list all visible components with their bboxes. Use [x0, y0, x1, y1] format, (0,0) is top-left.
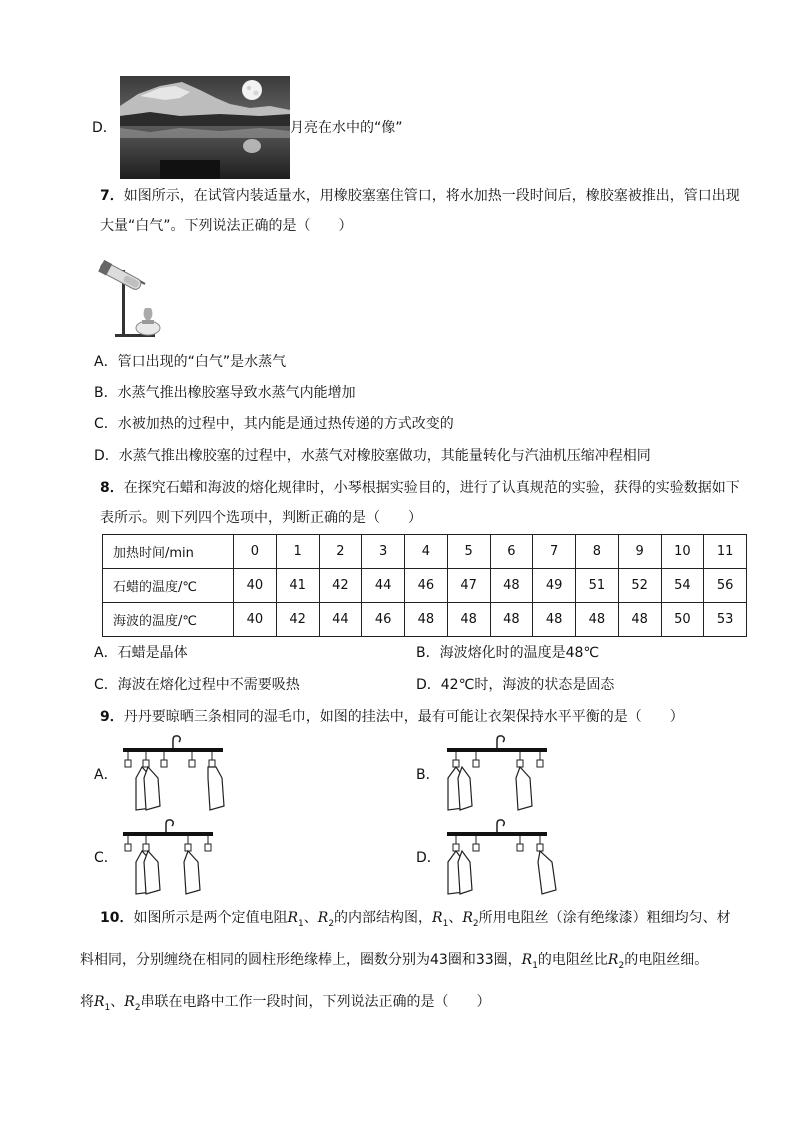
table-cell: 48	[490, 569, 533, 603]
subscript: 2	[472, 918, 479, 929]
table-cell: 54	[661, 569, 704, 603]
q10-text: 串联在电路中工作一段时间，下列说法正确的是（ ）	[140, 994, 491, 1010]
q10-line2	[80, 950, 708, 976]
table-cell: 47	[447, 569, 490, 603]
table-cell: 48	[576, 603, 619, 637]
q8-option-a: A．石蜡是晶体	[94, 645, 188, 661]
separator: 、	[303, 910, 318, 926]
table-cell: 40	[234, 569, 277, 603]
table-cell: 52	[618, 569, 661, 603]
r-symbol: R	[287, 910, 299, 926]
q7-number: 7．	[100, 188, 124, 204]
q6-option-d-label: D．	[92, 120, 117, 136]
r-symbol: R	[94, 994, 105, 1010]
table-cell: 51	[576, 569, 619, 603]
separator: 、	[110, 994, 125, 1010]
table-cell: 48	[490, 603, 533, 637]
table-cell: 46	[405, 569, 448, 603]
q10-text: 的电阻丝细。	[624, 952, 709, 968]
table-cell: 0	[234, 535, 277, 569]
q8-option-b: B．海波熔化时的温度是48℃	[416, 645, 600, 661]
subscript: 1	[532, 960, 538, 971]
q8-stem-line1	[100, 478, 740, 498]
table-cell: 7	[533, 535, 576, 569]
q10-text: 所用电阻丝（涂有绝缘漆）粗细均匀、材	[478, 910, 731, 926]
hanger-a-diagram	[118, 734, 228, 814]
table-cell: 42	[319, 569, 362, 603]
table-row	[103, 603, 747, 637]
q8-stem-line2: 表所示。则下列四个选项中，判断正确的是（ ）	[100, 510, 422, 526]
table-cell: 50	[661, 603, 704, 637]
table-cell: 44	[319, 603, 362, 637]
table-cell: 加热时间/min	[103, 535, 234, 569]
q7-stem-line2: 大量“白气”。下列说法正确的是（ ）	[100, 218, 353, 234]
subscript: 2	[134, 1002, 141, 1013]
table-cell: 10	[661, 535, 704, 569]
table-cell: 1	[276, 535, 319, 569]
table-cell: 48	[533, 603, 576, 637]
table-cell: 11	[704, 535, 747, 569]
r-symbol: R	[607, 952, 619, 968]
subscript: 1	[442, 918, 449, 929]
hanger-b-diagram	[442, 734, 552, 814]
subscript: 2	[618, 960, 625, 971]
subscript: 1	[104, 1002, 111, 1013]
q10-text: 的内部结构图，	[334, 910, 433, 926]
table-cell: 46	[362, 603, 405, 637]
table-row	[103, 535, 747, 569]
q8-option-c: C．海波在熔化过程中不需要吸热	[94, 677, 300, 693]
q7-option-d: D．水蒸气推出橡胶塞的过程中，水蒸气对橡胶塞做功，其能量转化与汽油机压缩冲程相同	[94, 448, 651, 464]
table-cell: 42	[276, 603, 319, 637]
q10-line3	[80, 992, 491, 1018]
q7-option-c: C．水被加热的过程中，其内能是通过热传递的方式改变的	[94, 416, 454, 432]
table-cell: 5	[447, 535, 490, 569]
table-cell: 海波的温度/℃	[103, 603, 234, 637]
q10-line1	[100, 908, 731, 934]
hanger-d-diagram	[442, 818, 562, 898]
test-tube-heating-diagram	[93, 250, 163, 338]
r-symbol: R	[317, 910, 329, 926]
q7-option-b: B．水蒸气推出橡胶塞导致水蒸气内能增加	[94, 385, 356, 401]
table-cell: 48	[618, 603, 661, 637]
moon-reflection-photo	[120, 76, 290, 179]
q10-number: 10．	[100, 910, 134, 926]
table-cell: 56	[704, 569, 747, 603]
q7-stem-line1	[100, 186, 740, 206]
q9-stem-text: 丹丹要晾晒三条相同的湿毛巾，如图的挂法中，最有可能让衣架保持水平平衡的是（ ）	[123, 709, 684, 725]
separator: 、	[448, 910, 463, 926]
q10-text: 如图所示是两个定值电阻	[133, 910, 288, 926]
q8-stem-text1: 在探究石蜡和海波的熔化规律时，小琴根据实验目的，进行了认真规范的实验，获得的实验数据如下	[123, 480, 740, 496]
r-symbol: R	[521, 952, 533, 968]
table-cell: 40	[234, 603, 277, 637]
table-cell: 6	[490, 535, 533, 569]
table-row	[103, 569, 747, 603]
r-symbol: R	[462, 910, 473, 926]
q7-stem-text1: 如图所示，在试管内装适量水，用橡胶塞塞住管口，将水加热一段时间后，橡胶塞被推出，管口出现	[123, 188, 740, 204]
q8-option-d: D．42℃时，海波的状态是固态	[416, 677, 615, 693]
q9-label-c: C．	[94, 850, 118, 866]
q7-option-a: A．管口出现的“白气”是水蒸气	[94, 354, 287, 370]
table-cell: 2	[319, 535, 362, 569]
r-symbol: R	[124, 994, 135, 1010]
table-cell: 44	[362, 569, 405, 603]
q10-text: 料相同，分别缠绕在相同的圆柱形绝缘棒上，圈数分别为43圈和33圈，	[80, 952, 522, 968]
q10-text: 将	[80, 994, 94, 1010]
table-cell: 4	[405, 535, 448, 569]
table-cell: 48	[447, 603, 490, 637]
table-cell: 石蜡的温度/℃	[103, 569, 234, 603]
table-cell: 9	[618, 535, 661, 569]
hanger-c-diagram	[118, 818, 228, 898]
q10-text: 的电阻丝比	[537, 952, 608, 968]
table-cell: 3	[362, 535, 405, 569]
subscript: 1	[298, 918, 304, 929]
q6-option-d-text: 月亮在水中的“像”	[290, 120, 403, 136]
r-symbol: R	[432, 910, 443, 926]
q9-label-b: B．	[416, 767, 440, 783]
table-cell: 41	[276, 569, 319, 603]
q9-label-d: D．	[416, 850, 441, 866]
table-cell: 48	[405, 603, 448, 637]
table-cell: 53	[704, 603, 747, 637]
q9-number: 9．	[100, 709, 124, 725]
subscript: 2	[328, 918, 335, 929]
q8-number: 8．	[100, 480, 124, 496]
melting-data-table	[102, 534, 747, 637]
table-cell: 49	[533, 569, 576, 603]
table-cell: 8	[576, 535, 619, 569]
q9-label-a: A．	[94, 767, 118, 783]
q9-stem	[100, 707, 684, 727]
